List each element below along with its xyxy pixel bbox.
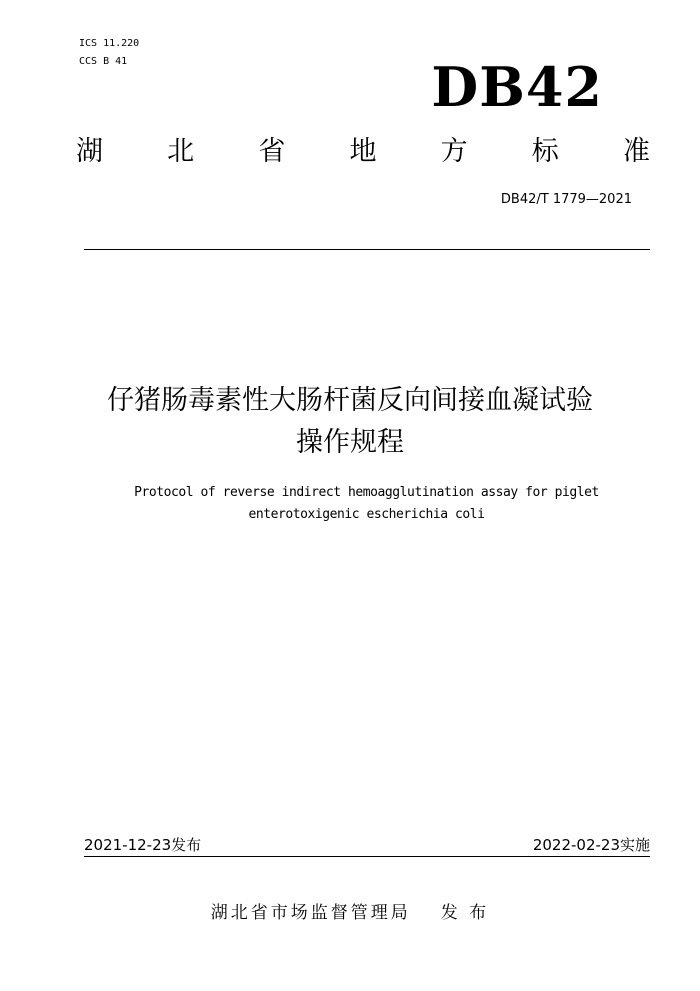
standard-level-title — [76, 132, 650, 172]
issue-date: 2021-12-23发布 — [84, 836, 202, 854]
db-mark: DB42 — [431, 55, 603, 119]
standard-level-char: 北 — [167, 136, 195, 167]
title-english — [0, 482, 700, 526]
bottom-divider — [84, 856, 650, 857]
title-english-line: enterotoxigenic escherichia coli — [248, 507, 485, 522]
standard-level-char: 湖 — [76, 136, 103, 167]
title-chinese-line: 操作规程 — [296, 427, 404, 458]
classification-codes — [79, 35, 139, 71]
issuer-name: 湖北省市场监督管理局 — [210, 903, 411, 923]
issuer-action: 发 布 — [440, 903, 490, 923]
title-english-line: Protocol of reverse indirect hemoagglutination assay for piglet — [134, 485, 599, 500]
top-divider — [84, 249, 650, 250]
title-chinese — [0, 380, 700, 464]
standard-number: DB42/T 1779—2021 — [500, 192, 632, 207]
issuing-authority — [0, 900, 700, 926]
standard-level-char: 省 — [258, 136, 286, 167]
standard-level-char: 方 — [440, 136, 468, 167]
title-chinese-line: 仔猪肠毒素性大肠杆菌反向间接血凝试验 — [107, 385, 593, 416]
standard-level-char: 准 — [622, 136, 650, 167]
implementation-date: 2022-02-23实施 — [532, 836, 650, 854]
standard-level-char: 地 — [349, 136, 377, 167]
ics-code: ICS 11.220 — [79, 38, 140, 49]
standard-level-char: 标 — [531, 136, 559, 167]
ccs-code: CCS B 41 — [79, 56, 128, 67]
